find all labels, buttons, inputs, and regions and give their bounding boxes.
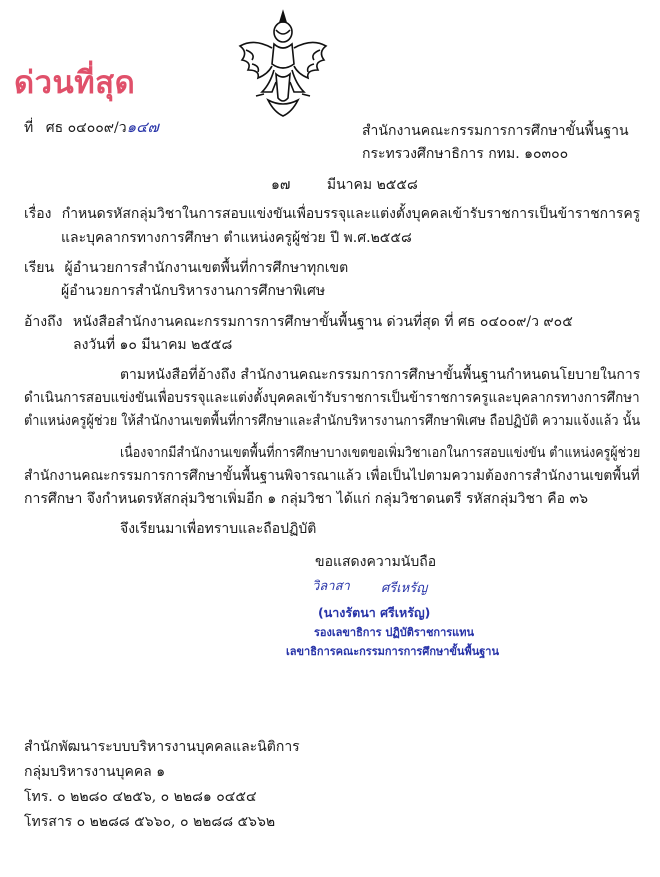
signatory-title-1: รองเลขาธิการ ปฏิบัติราชการแทน: [314, 626, 475, 639]
subject-line: [24, 205, 640, 223]
org-name-line: สำนักงานคณะกรรมการการศึกษาขั้นพื้นฐาน: [362, 123, 629, 139]
footer-fax: โทรสาร ๐ ๒๒๘๘ ๕๖๖๐, ๐ ๒๒๘๘ ๕๖๖๒: [24, 814, 276, 830]
handwritten-signature-1: วิลาสา: [312, 579, 350, 594]
subject-label: เรื่อง: [24, 206, 52, 222]
paragraph-1-line-3: ตำแหน่งครูผู้ช่วย ให้สำนักงานเขตพื้นที่การศึกษาและสำนักบริหารงานการศึกษาพิเศษ ถือปฏิบัติ ความแจ้งแล้ว นั้น: [24, 413, 641, 429]
reference-handwritten-number: ๑๔๗: [126, 118, 159, 136]
footer-group: กลุ่มบริหารงานบุคคล ๑: [24, 764, 166, 780]
handwritten-signature-2: ศรีเหรัญ: [381, 581, 428, 596]
date-month-year: มีนาคม ๒๕๕๘: [326, 177, 418, 193]
letter-date: [271, 176, 418, 194]
signatory-name: (นางรัตนา ศรีเหรัญ): [318, 605, 431, 620]
reference-to-label: อ้างถึง: [24, 314, 63, 330]
garuda-emblem-icon: [232, 8, 334, 120]
recipient-2: ผู้อำนวยการสำนักบริหารงานการศึกษาพิเศษ: [61, 283, 326, 299]
footer-phone: โทร. ๐ ๒๒๘๐ ๔๒๕๖, ๐ ๒๒๘๑ ๐๔๕๔: [24, 789, 257, 805]
paragraph-2-line-3: การศึกษา จึงกำหนดรหัสกลุ่มวิชาเพิ่มอีก ๑ กลุ่มวิชา ได้แก่ กลุ่มวิชาดนตรี รหัสกลุ่มวิชา คือ ๓๖: [24, 491, 588, 507]
reference-number: ศธ ๐๔๐๐๙/ว: [45, 120, 127, 136]
closing-salutation: ขอแสดงความนับถือ: [315, 554, 437, 570]
closing-request: จึงเรียนมาเพื่อทราบและถือปฏิบัติ: [120, 521, 317, 537]
paragraph-2-line-2: สำนักงานคณะกรรมการการศึกษาขั้นพื้นฐานพิจารณาแล้ว เพื่อเป็นไปตามความต้องการสำนักงานเขตพื้นที่: [24, 468, 640, 484]
recipient-1: ผู้อำนวยการสำนักงานเขตพื้นที่การศึกษาทุกเขต: [64, 260, 349, 276]
reference-text-1: หนังสือสำนักงานคณะกรรมการการศึกษาขั้นพื้นฐาน ด่วนที่สุด ที่ ศธ ๐๔๐๐๙/ว ๙๐๕: [72, 314, 573, 330]
paragraph-1-line-2: ดำเนินการสอบแข่งขันเพื่อบรรจุและแต่งตั้งบุคคลเข้ารับราชการเป็นข้าราชการครูและบุคลากรทางการศึกษา: [24, 390, 640, 406]
urgency-stamp: ด่วนที่สุด: [14, 65, 136, 101]
date-day: ๑๗: [271, 177, 291, 193]
org-address-line: กระทรวงศึกษาธิการ กทม. ๑๐๓๐๐: [362, 146, 569, 162]
reference-line: [24, 313, 573, 331]
footer-department: สำนักพัฒนาระบบบริหารงานบุคคลและนิติการ: [24, 739, 300, 755]
reference-label: ที่: [24, 120, 34, 136]
subject-text-2: และบุคลากรทางการศึกษา ตำแหน่งครูผู้ช่วย ปี พ.ศ.๒๕๕๘: [61, 230, 412, 246]
signatory-title-2: เลขาธิการคณะกรรมการการศึกษาขั้นพื้นฐาน: [286, 645, 499, 658]
reference-text-2: ลงวันที่ ๑๐ มีนาคม ๒๕๕๘: [73, 337, 233, 353]
paragraph-1-line-1: ตามหนังสือที่อ้างถึง สำนักงานคณะกรรมการการศึกษาขั้นพื้นฐานกำหนดนโยบายในการ: [120, 367, 641, 383]
recipient-label: เรียน: [24, 260, 55, 276]
subject-text-1: กำหนดรหัสกลุ่มวิชาในการสอบแข่งขันเพื่อบรรจุและแต่งตั้งบุคคลเข้ารับราชการเป็นข้าราชการครู: [61, 206, 641, 222]
reference-number-line: [24, 118, 159, 137]
paragraph-2-line-1: เนื่องจากมีสำนักงานเขตพื้นที่การศึกษาบางเขตขอเพิ่มวิชาเอกในการสอบแข่งขัน ตำแหน่งครูผู้ช่วย: [120, 445, 641, 461]
recipient-line: [24, 259, 348, 277]
